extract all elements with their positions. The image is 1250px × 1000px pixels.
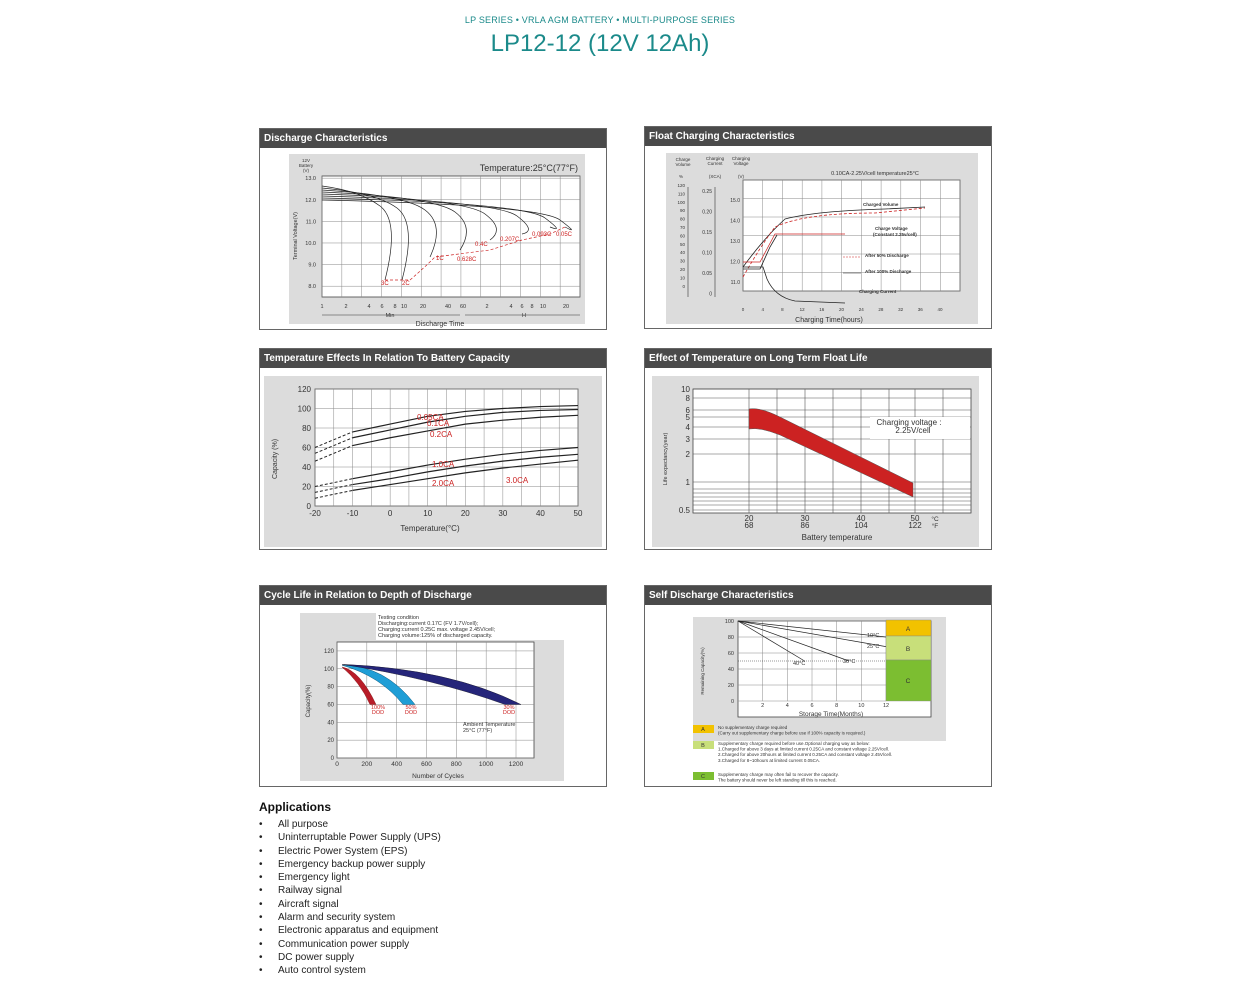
x-tick-label: 0 <box>387 509 393 518</box>
float-life-panel <box>644 348 992 550</box>
x-tick-label: 60 <box>459 304 467 310</box>
y-axis-label: Terminal Voltage(V) <box>293 212 299 260</box>
condition-label: Charging volume:125% of discharged capacity. <box>378 633 493 639</box>
note-text: 2.Charged for above 20hours at limited current 0.25CA and constant voltage 2.45V/cell. <box>718 752 893 758</box>
application-item: • Electronic apparatus and equipment <box>259 924 441 937</box>
y-tick-label: 20 <box>727 683 734 689</box>
curve-label: 2.0CA <box>432 479 455 488</box>
applications-heading: Applications <box>259 800 332 814</box>
y-tick-label: 8.0 <box>308 284 316 291</box>
x-tick-label-f: 86 <box>800 521 810 530</box>
x-axis-label: Discharge Time <box>415 321 465 328</box>
battery-label: (V) <box>303 168 309 173</box>
x-axis-label: Number of Cycles <box>412 773 464 780</box>
x-tick-label: 12 <box>799 307 805 312</box>
y-tick-label: 12.0 <box>730 259 740 266</box>
curve-label: 0.628C <box>457 257 477 263</box>
col-unit: (XCA) <box>708 174 722 179</box>
x-axis-label: Charging Time(hours) <box>795 317 863 324</box>
application-item: • Emergency light <box>259 871 441 884</box>
col-head: Charge <box>675 157 691 162</box>
y-tick-label: 11.0 <box>305 219 316 226</box>
x-tick-label: 10 <box>423 509 433 518</box>
unit-f-label: °F <box>931 523 939 530</box>
curve-label: 0.2CA <box>430 430 453 439</box>
y-tick-label: 12.0 <box>305 197 316 204</box>
unit-c-label: °C <box>931 516 939 523</box>
condition-label: Charging:current 0.25C max. voltage 2.45V/cell; <box>378 627 496 633</box>
y-tick-label: 60 <box>679 233 685 239</box>
y-axis-label: Capacity(%) <box>306 684 312 718</box>
x-tick-label: 20 <box>562 304 570 310</box>
note-tag-label: B <box>701 743 705 749</box>
y-tick-label: 100 <box>297 404 311 414</box>
x-tick-label: 2 <box>344 304 348 310</box>
application-item: • Aircraft signal <box>259 898 441 911</box>
temp-label: 30°C <box>843 659 856 665</box>
x-tick-label: 40 <box>444 304 452 310</box>
x-tick-label: 50 <box>573 509 583 518</box>
y-tick-label: 10.0 <box>305 240 316 247</box>
x-tick-label: 24 <box>858 307 864 312</box>
x-tick-label: 800 <box>450 761 462 768</box>
y-tick-label: 80 <box>727 635 734 641</box>
y-tick-label: 10 <box>679 275 685 281</box>
y-tick-label: 50 <box>679 241 685 247</box>
y-tick-label: 10 <box>681 385 690 394</box>
discharge-panel <box>259 128 607 330</box>
curve-label: 1C <box>436 256 444 262</box>
y-tick-label: 0.10 <box>702 250 712 257</box>
dod-label: DOD <box>404 710 418 716</box>
application-item: • Communication power supply <box>259 938 441 951</box>
col-unit: (V) <box>738 174 744 179</box>
zone-label: A <box>905 626 911 633</box>
x-tick-label: 0 <box>335 761 339 768</box>
x-axis-label: Temperature(°C) <box>400 524 460 533</box>
curve-label: 0.05CA <box>417 413 444 422</box>
y-tick-label: 5 <box>685 413 690 422</box>
x-tick-label: 1000 <box>478 761 494 768</box>
temp-label: 10°C <box>867 633 880 639</box>
panel-title: Self Discharge Characteristics <box>645 586 991 605</box>
note-tag-label: A <box>701 727 705 733</box>
x-tick-label: 4 <box>785 703 789 709</box>
y-tick-label: 60 <box>302 443 311 453</box>
dod-label: DOD <box>371 710 385 716</box>
y-tick-label: 14.0 <box>730 218 740 225</box>
y-tick-label: 6 <box>685 406 690 415</box>
y-tick-label: 0 <box>730 699 734 705</box>
y-tick-label: 3 <box>685 435 690 444</box>
panel-title: Float Charging Characteristics <box>645 127 991 146</box>
x-tick-label: 2 <box>485 304 489 310</box>
x-tick-label: 12 <box>882 703 890 709</box>
legend-label: Charging Current <box>859 289 897 294</box>
application-item: • Auto control system <box>259 964 441 977</box>
y-tick-label: 0.25 <box>702 189 712 195</box>
y-tick-label: 60 <box>727 651 734 657</box>
float-charging-panel <box>644 126 992 329</box>
x-tick-label-f: 122 <box>908 521 922 530</box>
note-text: Supplementary charge may often fail to recover the capacity. <box>718 772 839 777</box>
y-tick-label: 100 <box>677 199 685 205</box>
y-tick-label: 0.05 <box>702 271 712 277</box>
y-tick-label: 2 <box>685 450 690 459</box>
y-tick-label: 0.5 <box>678 506 690 515</box>
curve-label: 3.0CA <box>506 476 529 485</box>
y-tick-label: 15.0 <box>730 198 740 204</box>
note-text: Supplementary charge required before use.Optional charging way as below: <box>718 741 870 746</box>
x-tick-label-c: 20 <box>744 514 754 523</box>
condition-label: 0.10CA-2.25V/cell temperature25°C <box>831 171 919 177</box>
y-tick-label: 30 <box>679 258 685 264</box>
self-discharge-panel <box>644 585 992 787</box>
x-tick-label: -20 <box>309 509 321 518</box>
curve-label: 3C <box>381 281 389 287</box>
x-tick-label: 8 <box>530 304 534 310</box>
note-text: The battery should never be left standing till this is reached. <box>718 777 837 783</box>
zone-label: C <box>905 678 911 685</box>
y-tick-label: 120 <box>323 648 334 655</box>
dod-label: 100% <box>370 705 386 711</box>
condition-label: Testing condition <box>378 615 419 621</box>
dod-label: DOD <box>502 710 516 716</box>
y-tick-label: 120 <box>297 385 311 394</box>
x-tick-label: 20 <box>419 304 427 310</box>
x-tick-label: 10 <box>539 304 547 310</box>
y-tick-label: 100 <box>724 619 734 625</box>
y-tick-label: 4 <box>685 423 690 432</box>
min-label: Min <box>385 313 395 319</box>
y-tick-label: 8 <box>685 394 690 403</box>
ambient-label: Ambient Temperature <box>463 722 516 728</box>
y-tick-label: 1 <box>685 478 690 487</box>
y-tick-label: 60 <box>327 702 334 709</box>
application-item: • Electric Power System (EPS) <box>259 845 441 858</box>
curve-label: 0.1CA <box>427 419 450 428</box>
col-head: Charging <box>731 156 751 161</box>
note-label: 2.25V/cell <box>895 426 931 435</box>
note-text: 3.Charged for 8~10hours at limited current 0.05CA. <box>718 757 821 763</box>
y-tick-label: 0 <box>306 502 311 511</box>
y-tick-label: 0.20 <box>702 209 712 216</box>
self-discharge-chart <box>645 606 991 786</box>
legend-label: After 50% Discharge <box>865 253 909 258</box>
x-tick-label: 30 <box>498 509 508 518</box>
curve-label: 0.207C <box>500 237 520 243</box>
x-tick-label-f: 68 <box>744 521 754 530</box>
temperature-capacity-panel <box>259 348 607 550</box>
curve-label: 2C <box>402 281 410 287</box>
y-tick-label: 70 <box>679 225 685 230</box>
y-tick-label: 110 <box>677 191 685 197</box>
x-tick-label: 4 <box>367 304 371 310</box>
x-tick-label-c: 40 <box>856 514 866 523</box>
x-tick-label: 0 <box>741 307 745 312</box>
legend-label: Charged Volume <box>863 202 899 207</box>
float-life-chart <box>645 369 991 549</box>
legend-label: (Constant 2.25v/cell) <box>873 232 917 237</box>
series-subtitle: LP SERIES • VRLA AGM BATTERY • MULTI-PURPOSE SERIES <box>464 15 736 25</box>
applications-list <box>259 818 441 978</box>
applications-section <box>259 800 441 978</box>
dod-label: 50% <box>405 705 417 711</box>
x-axis-label: Battery temperature <box>801 533 873 542</box>
curve-label: 1.0CA <box>432 460 455 469</box>
x-tick-label: 1 <box>320 304 324 310</box>
temperature-capacity-chart <box>260 369 606 549</box>
battery-label: 12V <box>301 158 311 163</box>
application-item: • Emergency backup power supply <box>259 858 441 871</box>
curve-label: 0.05C <box>556 232 573 238</box>
application-item: • Uninterruptable Power Supply (UPS) <box>259 831 441 844</box>
float-charging-chart <box>645 147 991 328</box>
y-axis-label: Capacity (%) <box>272 438 279 480</box>
y-tick-label: 40 <box>327 720 334 727</box>
x-tick-label: 40 <box>937 307 943 312</box>
col-head: Volume <box>675 162 691 167</box>
y-tick-label: 20 <box>302 482 311 492</box>
temp-label: 40°C <box>793 661 806 667</box>
col-head: Voltage <box>733 161 749 166</box>
y-tick-label: 40 <box>727 667 734 673</box>
cycle-life-panel <box>259 585 607 787</box>
condition-label: Discharging:current 0.17C (FV 1.7V/cell); <box>378 621 479 627</box>
y-axis-label: Life expectancy(year) <box>663 432 669 486</box>
x-tick-label: 400 <box>391 761 403 768</box>
x-tick-label: 2 <box>761 703 765 709</box>
x-tick-label: 4 <box>761 307 764 312</box>
y-tick-label: 0 <box>330 756 334 762</box>
y-tick-label: 0.15 <box>702 230 712 236</box>
note-text: No supplementary charge required <box>718 725 788 730</box>
y-tick-label: 120 <box>677 183 685 188</box>
application-item: • All purpose <box>259 818 441 831</box>
y-tick-label: 80 <box>679 216 685 222</box>
x-tick-label: 4 <box>509 304 513 310</box>
x-tick-label: 6 <box>380 304 384 310</box>
note-text: (Carry out supplementary charge before use if 100% capacity is required.) <box>718 730 866 736</box>
curve-label: 0.4C <box>475 242 488 248</box>
x-tick-label: 1200 <box>508 761 524 768</box>
legend-label: After 100% Discharge <box>865 269 912 274</box>
x-tick-label-c: 50 <box>910 514 920 523</box>
y-tick-label: 0 <box>682 283 685 289</box>
x-tick-label: 6 <box>810 703 814 709</box>
col-unit: % <box>678 174 684 179</box>
y-tick-label: 100 <box>323 666 334 673</box>
x-tick-label: 6 <box>520 304 524 310</box>
note-label: Charging voltage : <box>876 418 942 427</box>
x-tick-label: -10 <box>346 509 359 518</box>
panel-title: Discharge Characteristics <box>260 129 606 148</box>
x-axis-label: Storage Time(Months) <box>798 711 864 718</box>
x-tick-label-f: 104 <box>854 521 868 530</box>
x-tick-label: 8 <box>781 307 784 312</box>
y-tick-label: 11.0 <box>730 280 740 286</box>
dod-label: 30% <box>503 705 515 711</box>
y-tick-label: 40 <box>302 463 311 472</box>
y-tick-label: 0 <box>709 291 712 298</box>
application-item: • Railway signal <box>259 884 441 897</box>
curve-label: 0.093C <box>532 232 552 238</box>
y-tick-label: 80 <box>302 424 311 433</box>
battery-label: Battery <box>298 163 314 168</box>
x-tick-label: 36 <box>917 307 923 312</box>
x-tick-label: 600 <box>421 761 432 768</box>
y-axis-label: Remaining Capacity(%) <box>700 647 705 695</box>
y-tick-label: 9.0 <box>308 262 316 269</box>
note-text: 1.Charged for above 3 days at limited current 0.25CA and constant voltage 2.25V/cell. <box>718 746 890 752</box>
ambient-label: 25°C (77°F) <box>463 728 493 734</box>
x-tick-label: 200 <box>361 761 373 768</box>
application-item: • DC power supply <box>259 951 441 964</box>
x-tick-label: 28 <box>878 307 884 312</box>
panel-title: Cycle Life in Relation to Depth of Discharge <box>260 586 606 605</box>
x-tick-label: 10 <box>858 703 865 709</box>
page-title: LP12-12 (12V 12Ah) <box>490 30 710 57</box>
col-head: Charging <box>705 156 725 161</box>
y-tick-label: 13.0 <box>305 176 316 183</box>
note-tag-label: C <box>701 774 705 780</box>
discharge-chart <box>260 149 606 329</box>
x-tick-label-c: 30 <box>800 514 810 523</box>
x-tick-label: 32 <box>898 307 904 312</box>
col-head: Current <box>707 161 723 166</box>
x-tick-label: 20 <box>460 509 470 518</box>
temp-label: 25°C <box>867 644 880 650</box>
panel-title: Temperature Effects In Relation To Battery Capacity <box>260 349 606 368</box>
panel-title: Effect of Temperature on Long Term Float Life <box>645 349 991 368</box>
x-tick-label: 16 <box>819 307 825 312</box>
h-label: H <box>522 313 526 319</box>
y-tick-label: 20 <box>327 738 334 745</box>
x-tick-label: 40 <box>535 509 545 518</box>
y-tick-label: 40 <box>679 250 685 256</box>
x-tick-label: 20 <box>838 307 845 312</box>
y-tick-label: 80 <box>327 684 334 691</box>
cycle-life-chart <box>260 606 606 786</box>
y-tick-label: 90 <box>679 208 685 214</box>
application-item: • Alarm and security system <box>259 911 441 924</box>
x-tick-label: 8 <box>393 304 397 310</box>
x-tick-label: 10 <box>400 304 408 310</box>
x-tick-label: 8 <box>835 703 839 709</box>
y-tick-label: 20 <box>679 267 685 272</box>
y-tick-label: 13.0 <box>730 239 740 245</box>
temperature-label: Temperature:25°C(77°F) <box>479 163 578 173</box>
legend-label: Charge Voltage <box>875 226 908 231</box>
zone-label: B <box>905 646 911 653</box>
